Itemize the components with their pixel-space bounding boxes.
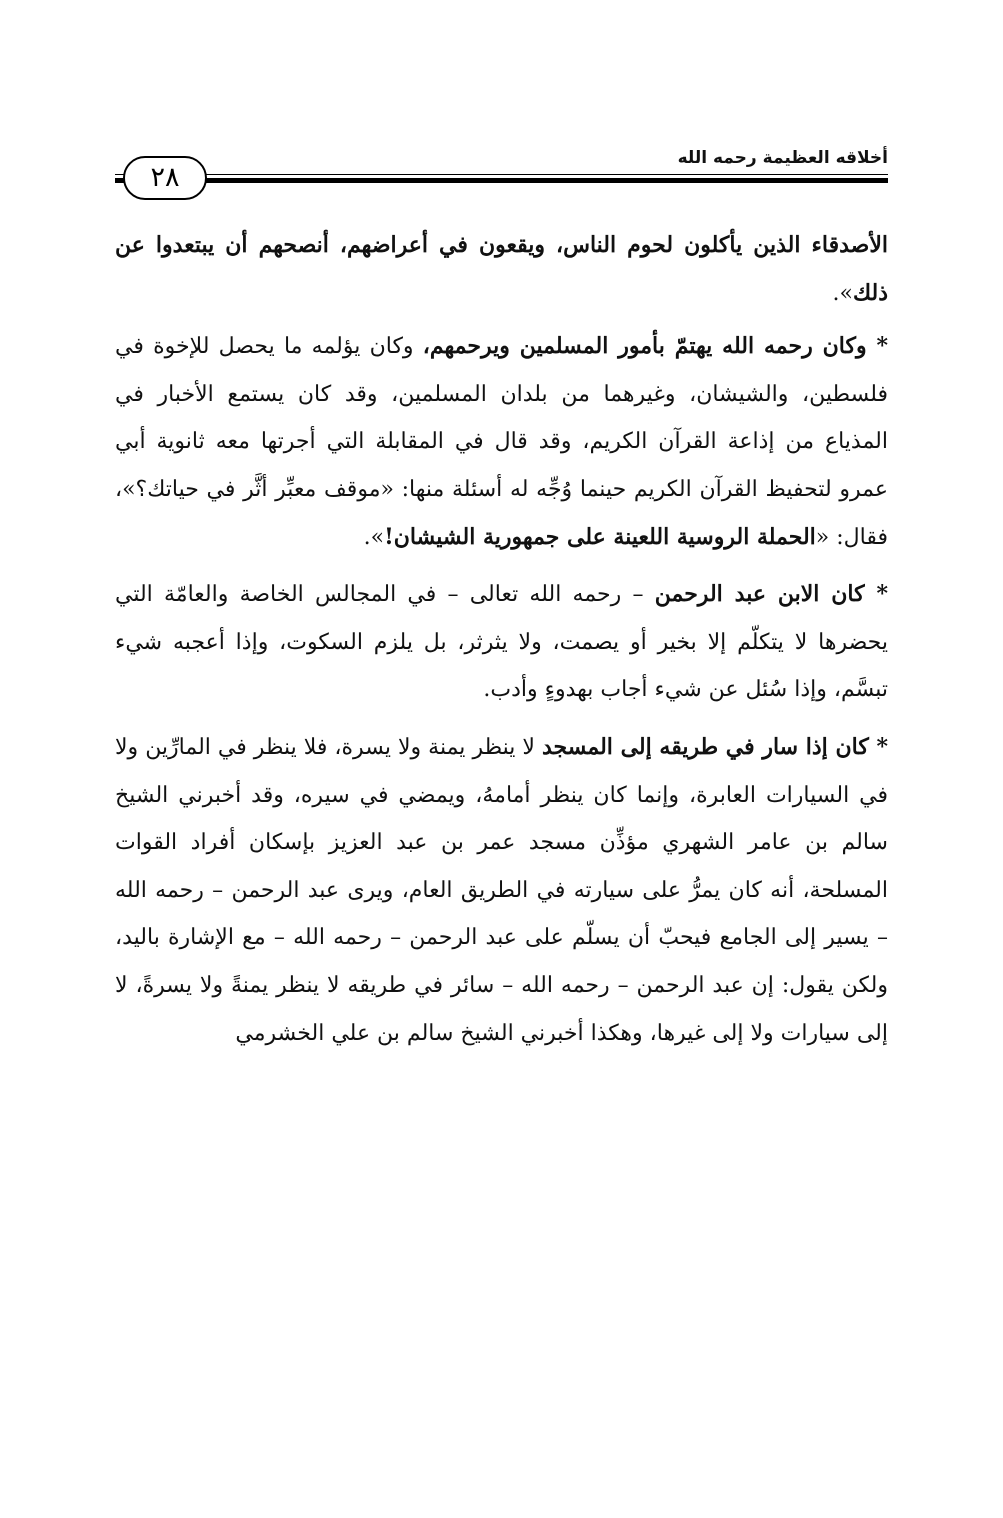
bold-text: * كان الابن عبد الرحمن [654,581,888,608]
bold-text: الحملة الروسية اللعينة على جمهورية الشيشان! [384,523,816,550]
paragraph [115,724,888,1057]
paragraph [115,571,888,714]
text-run: – رحمه الله تعالى – في المجالس الخاصة والعامّة التي يحضرها لا يتكلّم إلا بخير أو يصمت، ولا يثرثر، بل يلزم السكوت، وإذا أعجبه شيء تبسَّم، وإذا سُئل عن شيء أجاب بهدوءٍ وأدب. [115,582,888,703]
running-title: أخلاقه العظيمة رحمه الله [677,148,888,168]
text-run: وكان يؤلمه ما يحصل للإخوة في فلسطين، والشيشان، وغيرهما من بلدان المسلمين، وقد كان يستمع الأخبار في المذياع من إذاعة القرآن الكريم، وقد قال في المقابلة التي أجرتها معه ثانوية أبي عمرو لتحفيظ القرآن الكريم حينما وُجِّه له أسئلة منها: «موقف معبِّر أثَّر في حياتك؟»، فقال: « [115,334,888,550]
header-rule-thick [115,178,888,183]
page-number-badge: ٢٨ [123,156,207,200]
bold-text: * وكان رحمه الله يهتمّ بأمور المسلمين ويرحمهم، [422,333,888,360]
bold-text: الأصدقاء الذين يأكلون لحوم الناس، ويقعون في أعراضهم، أنصحهم أن يبتعدوا عن ذلك [115,232,888,306]
text-run: ». [832,280,853,306]
header-rule-thin [115,174,888,175]
text-run: ». [363,524,385,550]
bold-text: * كان إذا سار في طريقه إلى المسجد [541,733,888,760]
paragraph [115,323,888,561]
page-header [115,148,888,208]
paragraph [115,222,888,317]
body-text [115,222,888,1067]
text-run: لا ينظر يمنة ولا يسرة، فلا ينظر في المارِّين ولا في السيارات العابرة، وإنما كان ينظر أمامهُ، ويمضي في سيره، وقد أخبرني الشيخ سالم بن عامر الشهري مؤذِّن مسجد عمر بن عبد العزيز بإسكان أفراد القوات المسلحة، أنه كان يمرُّ على سيارته في الطريق العام، ويرى عبد الرحمن – رحمه الله – يسير إلى الجامع فيحبّ أن يسلّم على عبد الرحمن – رحمه الله – مع الإشارة باليد، ولكن يقول: إن عبد الرحمن – رحمه الله – سائر في طريقه لا ينظر يمنةً ولا يسرةً، لا إلى سيارات ولا إلى غيرها، وهكذا أخبرني الشيخ سالم بن علي الخشرمي [115,734,888,1046]
